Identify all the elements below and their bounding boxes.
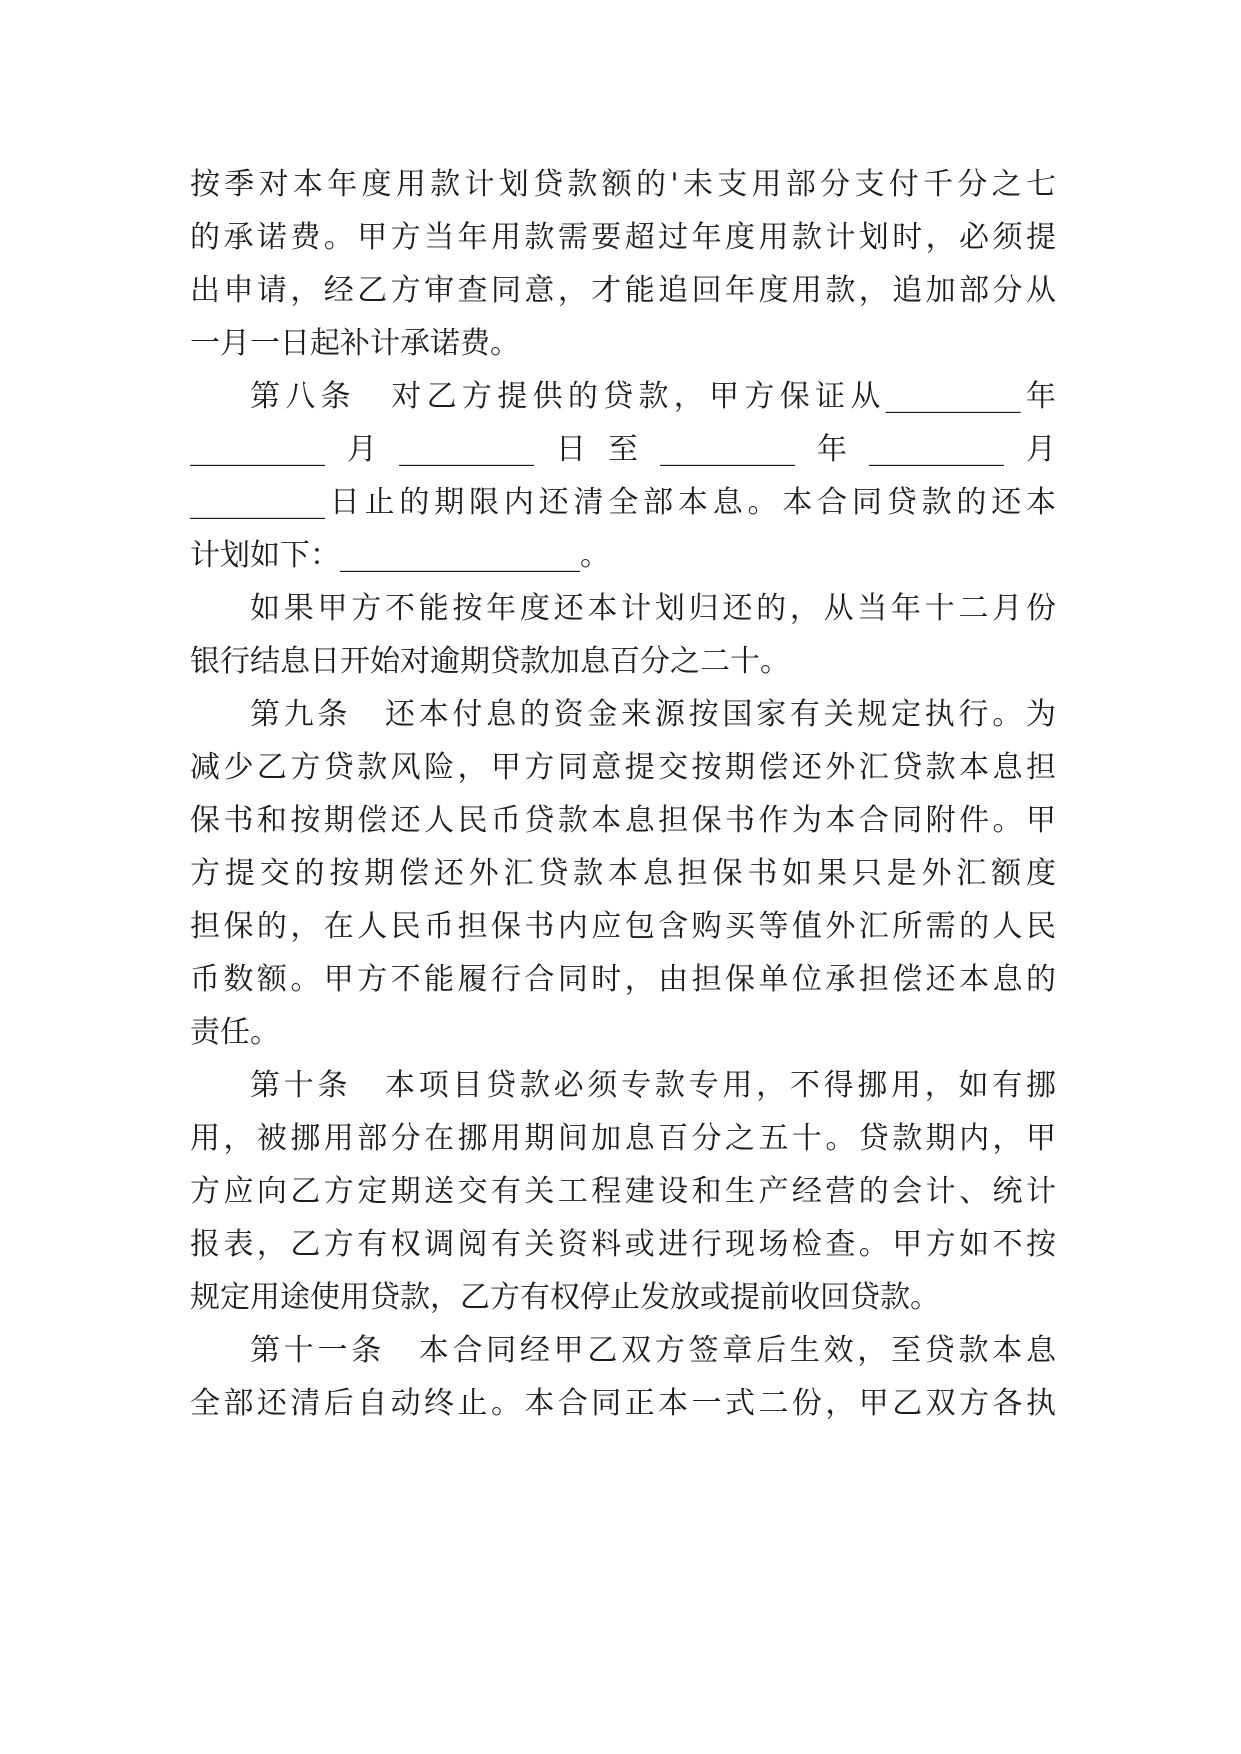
text-line: 报表，乙方有权调阅有关资料或进行现场检查。甲方如不按 xyxy=(190,1227,1056,1262)
text-line: 用，被挪用部分在挪用期间加息百分之五十。贷款期内，甲 xyxy=(190,1121,1056,1156)
article-11-heading-line: 第十一条 本合同经甲乙双方签章后生效，至贷款本息 xyxy=(250,1333,1056,1368)
text-line: 减少乙方贷款风险，甲方同意提交按期偿还外汇贷款本息担 xyxy=(190,750,1056,785)
text-line: 一月一日起补计承诺费。 xyxy=(190,326,520,361)
text-line: 银行结息日开始对逾期贷款加息百分之二十。 xyxy=(190,644,790,679)
article-9-heading-line: 第九条 还本付息的资金来源按国家有关规定执行。为 xyxy=(250,697,1056,732)
text-line: _________月_________日至_________年_________月 xyxy=(190,432,1056,467)
text-line: 币数额。甲方不能履行合同时，由担保单位承担偿还本息的 xyxy=(190,962,1056,997)
article-8-heading-line: 第八条 对乙方提供的贷款，甲方保证从_________年 xyxy=(250,379,1056,414)
text-line: 保书和按期偿还人民币贷款本息担保书作为本合同附件。甲 xyxy=(190,803,1056,838)
text-line: _________日止的期限内还清全部本息。本合同贷款的还本 xyxy=(190,485,1056,520)
article-10-heading-line: 第十条 本项目贷款必须专款专用，不得挪用，如有挪 xyxy=(250,1068,1056,1103)
text-line: 担保的，在人民币担保书内应包含购买等值外汇所需的人民 xyxy=(190,909,1056,944)
text-line: 按季对本年度用款计划贷款额的'未支用部分支付千分之七 xyxy=(190,167,1056,202)
text-line: 规定用途使用贷款，乙方有权停止发放或提前收回贷款。 xyxy=(190,1280,940,1315)
text-line: 全部还清后自动终止。本合同正本一式二份，甲乙双方各执 xyxy=(190,1386,1056,1421)
text-line: 责任。 xyxy=(190,1015,280,1050)
text-line: 的承诺费。甲方当年用款需要超过年度用款计划时，必须提 xyxy=(190,220,1056,255)
text-line: 方应向乙方定期送交有关工程建设和生产经营的会计、统计 xyxy=(190,1174,1056,1209)
paragraph-first-line: 如果甲方不能按年度还本计划归还的，从当年十二月份 xyxy=(250,591,1056,626)
text-line: 方提交的按期偿还外汇贷款本息担保书如果只是外汇额度 xyxy=(190,856,1056,891)
text-line: 计划如下：________________。 xyxy=(190,538,610,573)
text-line: 出申请，经乙方审查同意，才能追回年度用款，追加部分从 xyxy=(190,273,1056,308)
